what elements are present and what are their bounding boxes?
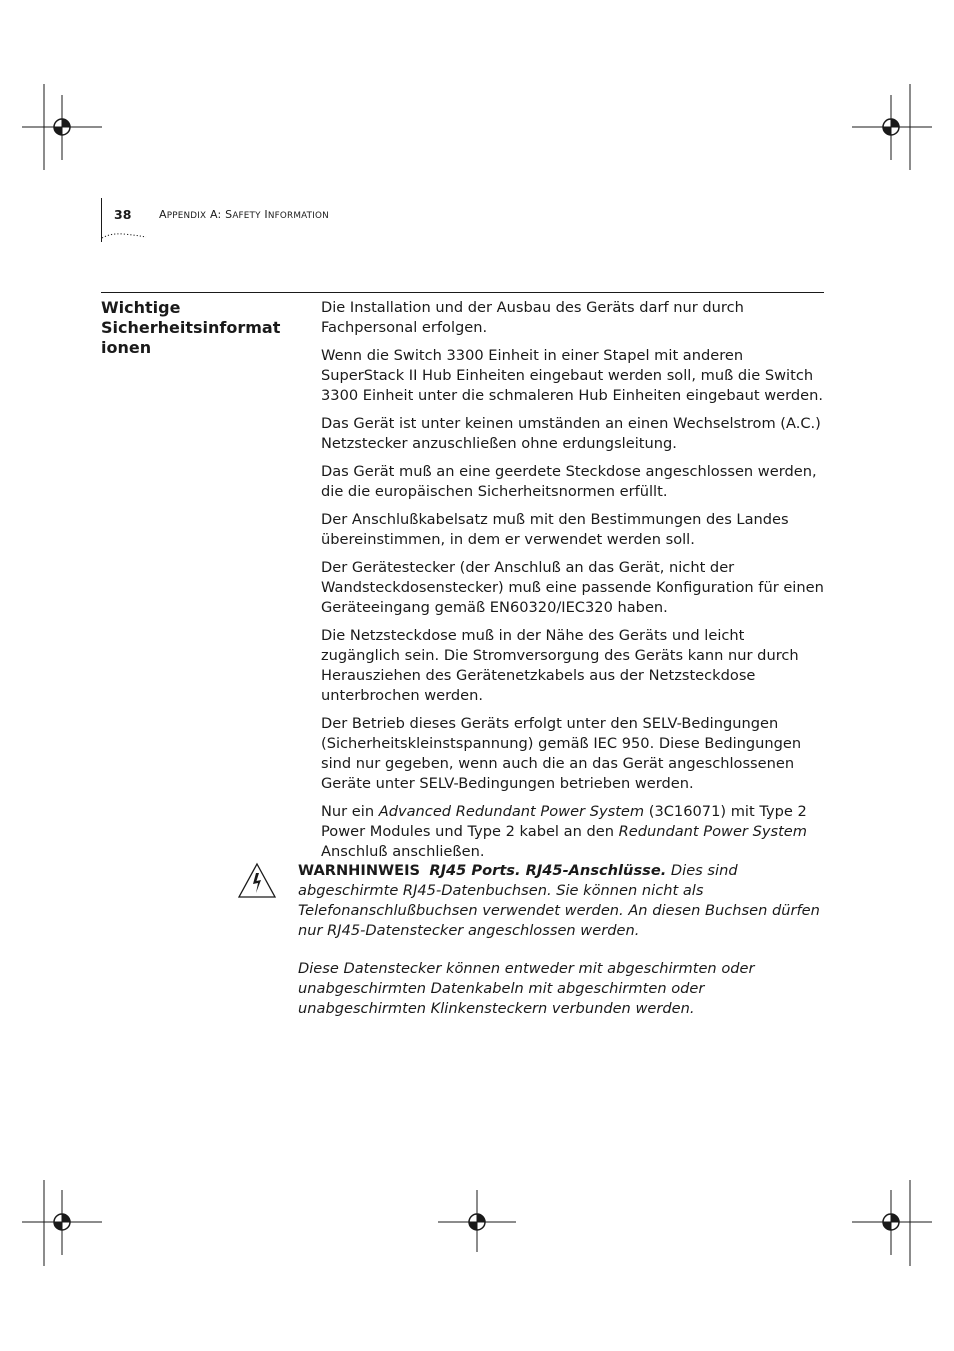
- high-voltage-warning-icon: [237, 862, 277, 900]
- body-paragraph: Wenn die Switch 3300 Einheit in einer Stapel mit anderen SuperStack II Hub Einheiten eingebaut werden soll, muß die Switch 3300 Einheit unter die schmaleren Hub Einheiten eingebaut werden.: [321, 347, 823, 404]
- body-paragraph: Die Installation und der Ausbau des Geräts darf nur durch Fachpersonal erfolgen.: [321, 299, 744, 336]
- header-title-part: A: S: [209, 208, 233, 221]
- header-dotted-curve: [101, 230, 147, 240]
- section-title: Wichtige Sicherheitsinformat ionen: [101, 298, 281, 357]
- body-paragraph-arps: [321, 802, 826, 862]
- registration-mark-icon: [50, 115, 74, 139]
- text-run: Nur ein: [321, 803, 379, 820]
- body-paragraph: Der Betrieb dieses Geräts erfolgt unter den SELV-Bedingungen (Sicherheitskleinstspannung) gemäß IEC 950. Diese Bedingungen sind nur gegeben, wenn auch die an das Gerät angeschlossenen Geräte unter SELV-Bedingungen betrieben werden.: [321, 715, 802, 792]
- warning-text: Dies sind abgeschirmte RJ45-Datenbuchsen. Sie können nicht als Telefonanschlußbuchsen verwendet werden. An diesen Buchsen dürfen nur RJ45-Datenstecker angeschlossen werden.: [298, 862, 820, 939]
- section-body: [321, 298, 826, 870]
- header-title-part: A: [159, 208, 167, 221]
- warning-paragraph: [298, 861, 828, 941]
- header-title-part: NFORMATION: [267, 211, 329, 221]
- section-rule: [101, 292, 824, 293]
- warning-label: WARNHINWEIS: [298, 862, 421, 879]
- text-run: (3C16071) mit Type 2 Power Modules und Type 2 kabel an den: [321, 803, 807, 840]
- registration-mark-icon: [465, 1210, 489, 1234]
- registration-mark-icon: [879, 115, 903, 139]
- page-number: 38: [114, 207, 132, 222]
- body-paragraph: Das Gerät muß an eine geerdete Steckdose angeschlossen werden, die die europäischen Sicherheitsnormen erfüllt.: [321, 463, 817, 500]
- body-paragraph: Das Gerät ist unter keinen umständen an einen Wechselstrom (A.C.) Netzstecker anzuschließen ohne erdungsleitung.: [321, 415, 821, 452]
- registration-mark-icon: [50, 1210, 74, 1234]
- body-paragraph: Die Netzsteckdose muß in der Nähe des Geräts und leicht zugänglich sein. Die Stromversorgung des Geräts kann nur durch Herausziehen des Gerätenetzkabels aus der Netzsteckdose unterbrochen werden.: [321, 627, 799, 704]
- body-paragraph: Der Anschlußkabelsatz muß mit den Bestimmungen des Landes übereinstimmen, in dem er verwendet werden soll.: [321, 511, 789, 548]
- warning-paragraph-2: Diese Datenstecker können entweder mit abgeschirmten oder unabgeschirmten Datenkabeln mit abgeschirmten oder unabgeschirmten Klinkensteckern verbunden werden.: [298, 960, 755, 1017]
- header-title-part: PPENDIX: [166, 211, 207, 221]
- header-title-part: I: [264, 208, 268, 221]
- text-run-italic: Advanced Redundant Power System: [378, 803, 645, 820]
- text-run: Anschluß anschließen.: [321, 843, 485, 860]
- text-run-italic: Redundant Power System: [618, 823, 807, 840]
- warning-heading: RJ45 Ports. RJ45-Anschlüsse.: [429, 862, 667, 879]
- registration-mark-icon: [879, 1210, 903, 1234]
- body-paragraph: Der Gerätestecker (der Anschluß an das Gerät, nicht der Wandsteckdosenstecker) muß eine passende Konfiguration für einen Geräteeingang gemäß EN60320/IEC320 haben.: [321, 559, 824, 616]
- running-header-title: [159, 208, 329, 221]
- warning-block: [298, 861, 828, 1019]
- header-title-part: AFETY: [232, 211, 261, 221]
